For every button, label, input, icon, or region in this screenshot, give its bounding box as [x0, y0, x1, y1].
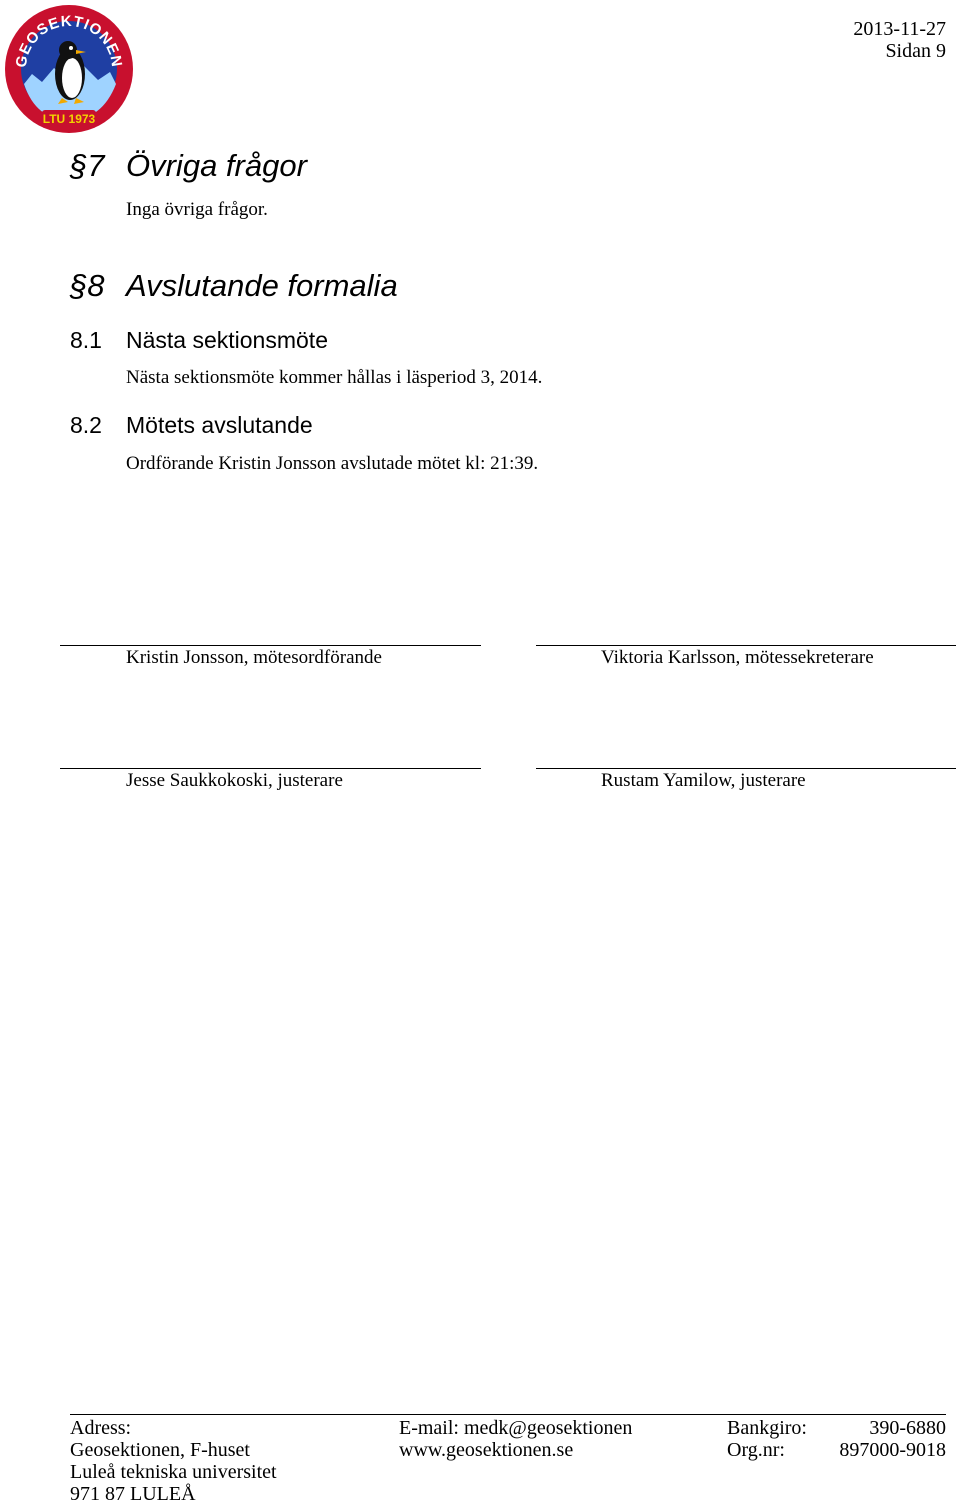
signature-line	[60, 768, 481, 769]
subsection-8-2-title: Mötets avslutande	[126, 412, 313, 438]
footer-bank-info	[727, 1417, 946, 1461]
footer-orgnr	[727, 1439, 946, 1461]
subsection-8-2-text: Ordförande Kristin Jonsson avslutade mötet kl: 21:39.	[126, 453, 539, 474]
subsection-8-2-number: 8.2	[70, 412, 102, 438]
footer-address	[70, 1417, 277, 1505]
footer-divider	[70, 1414, 946, 1415]
footer-address-line: Adress:	[70, 1417, 132, 1439]
footer-website: www.geosektionen.se	[399, 1439, 574, 1461]
section-7-heading	[70, 148, 307, 184]
section-8-title: Avslutande formalia	[126, 268, 398, 303]
signature-label: Jesse Saukkokoski, justerare	[126, 770, 343, 791]
footer-address-line: Geosektionen, F-huset	[70, 1439, 250, 1461]
penguin-logo-icon	[2, 2, 136, 136]
footer-bankgiro	[727, 1417, 946, 1439]
bankgiro-label: Bankgiro:	[727, 1417, 807, 1439]
orgnr-value: 897000-9018	[839, 1439, 946, 1461]
page-header-info	[853, 18, 946, 62]
signature-line	[60, 645, 481, 646]
subsection-8-2-heading	[70, 412, 313, 439]
subsection-8-1-number: 8.1	[70, 327, 102, 353]
svg-text:GEOSEKTIONEN: GEOSEKTIONEN	[12, 12, 126, 69]
section-7-text: Inga övriga frågor.	[126, 199, 268, 220]
subsection-8-1-text: Nästa sektionsmöte kommer hållas i läsperiod 3, 2014.	[126, 367, 543, 388]
signature-label: Viktoria Karlsson, mötessekreterare	[601, 647, 874, 668]
signature-label: Rustam Yamilow, justerare	[601, 770, 806, 791]
section-7-number: §7	[70, 148, 105, 183]
signature-line	[536, 768, 956, 769]
bankgiro-value: 390-6880	[869, 1417, 946, 1439]
footer-address-line: 971 87 LULEÅ	[70, 1483, 196, 1505]
signature-line	[536, 645, 956, 646]
page-number: Sidan 9	[885, 40, 946, 62]
section-8-number: §8	[70, 268, 105, 303]
section-7-title: Övriga frågor	[126, 148, 307, 183]
section-8-heading	[70, 268, 398, 304]
orgnr-label: Org.nr:	[727, 1439, 785, 1461]
subsection-8-1-heading	[70, 327, 328, 354]
footer-email: E-mail: medk@geosektionen	[399, 1417, 633, 1439]
document-date: 2013-11-27	[853, 18, 946, 40]
footer-address-line: Luleå tekniska universitet	[70, 1461, 277, 1483]
svg-text:LTU 1973: LTU 1973	[42, 112, 96, 126]
footer-contact	[399, 1417, 632, 1461]
signature-label: Kristin Jonsson, mötesordförande	[126, 647, 382, 668]
subsection-8-1-title: Nästa sektionsmöte	[126, 327, 328, 353]
